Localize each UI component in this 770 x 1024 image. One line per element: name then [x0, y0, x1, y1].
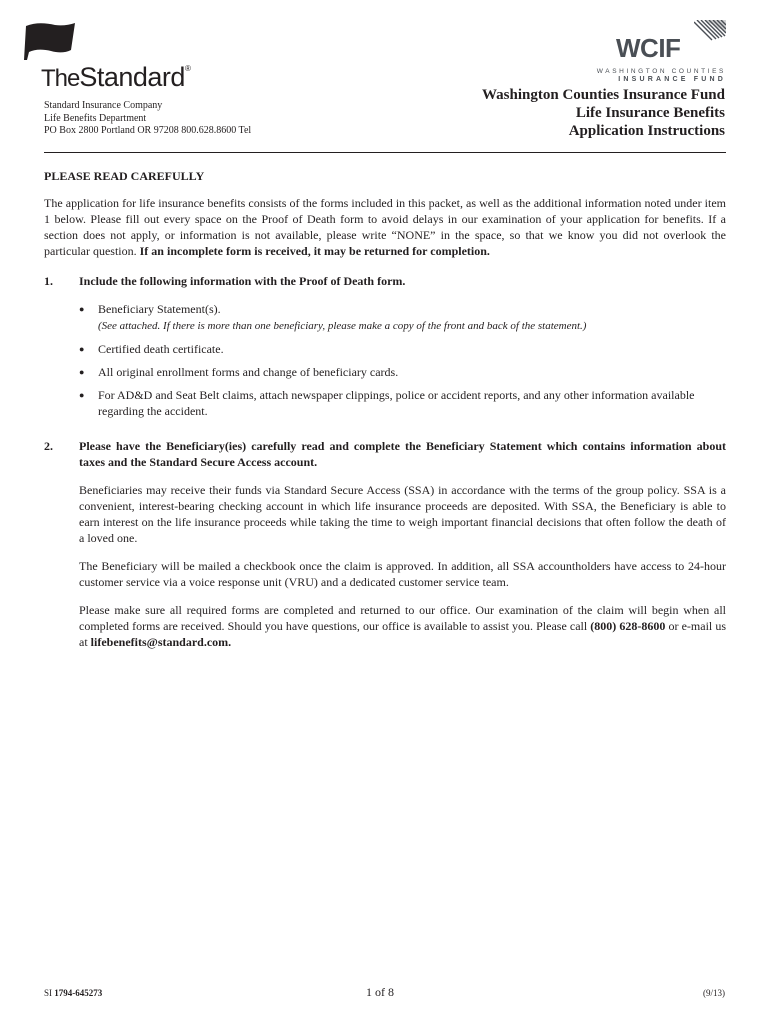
department-name: Life Benefits Department	[44, 112, 147, 124]
section-heading: PLEASE READ CAREFULLY	[44, 169, 205, 183]
form-id-prefix: SI	[44, 988, 53, 998]
bullet-icon: ●	[79, 304, 85, 314]
bullet-text: All original enrollment forms and change of beneficiary cards.	[98, 365, 399, 379]
intro-text: The application for life insurance benefits consists of the forms included in this packet, as well as the additional information noted under item 1 below. Please fill out every space on the Proof of Death form to avoid delays in our examination of your application for benefits. If a section does not apply, or information is not available, please write “NONE” in the space, so that we know you did not overlook the particular question.	[44, 196, 726, 258]
standard-flag-logo-icon	[24, 20, 76, 60]
item-title: Include the following information with the Proof of Death form.	[79, 274, 406, 288]
bullet-text: Beneficiary Statement(s).	[98, 302, 221, 316]
wcif-line-washington-counties: WASHINGTON COUNTIES	[596, 68, 726, 75]
intro-paragraph	[44, 195, 726, 259]
item-title: Please have the Beneficiary(ies) carefully read and complete the Beneficiary Statement which contains information about taxes and the Standard Secure Access account.	[79, 439, 726, 469]
instructions-body	[44, 168, 726, 662]
bullet-text: Certified death certificate.	[98, 342, 224, 356]
item-number: 2.	[44, 439, 53, 453]
revision-date: (9/13)	[703, 988, 725, 998]
document-title	[482, 86, 725, 140]
company-name: Standard Insurance Company	[44, 100, 163, 111]
instruction-item-2	[44, 438, 726, 650]
form-id-number: 1794-645273	[54, 988, 103, 998]
phone-number: (800) 628-8600	[590, 619, 666, 633]
title-line-benefits: Life Insurance Benefits	[575, 105, 725, 121]
address-line: PO Box 2800 Portland OR 97208 800.628.8600 Tel	[44, 125, 252, 136]
list-item	[79, 364, 726, 380]
form-id	[44, 988, 102, 998]
checkbook-paragraph: The Beneficiary will be mailed a checkbook once the claim is approved. In addition, all SSA accountholders have access to 24-hour customer service via a voice response unit (VRU) and a dedicated customer service team.	[79, 559, 726, 589]
logo-text-the: The	[41, 65, 80, 92]
required-documents-list	[79, 301, 726, 419]
header-divider	[44, 152, 726, 153]
wcif-line-insurance-fund: INSURANCE FUND	[618, 76, 726, 83]
list-item	[79, 387, 726, 419]
the-standard-logo	[41, 62, 191, 96]
title-line-instructions: Application Instructions	[568, 123, 725, 139]
wcif-logo	[590, 20, 726, 84]
list-item	[79, 301, 726, 334]
company-address	[44, 100, 251, 138]
registered-mark: ®	[184, 64, 191, 73]
ssa-paragraph: Beneficiaries may receive their funds via Standard Secure Access (SSA) in accordance with the terms of the group policy. SSA is a convenient, interest-bearing checking account in which life insurance proceeds are deposited. With SSA, the Beneficiary is able to earn interest on the life insurance proceeds while taking the time to weigh important financial decisions that often follow the death of a loved one.	[79, 483, 726, 545]
wcif-stripes-icon	[694, 20, 726, 60]
page-number: 1 of 8	[366, 985, 394, 999]
wcif-logo-text: WCIF	[616, 33, 681, 63]
title-line-fund: Washington Counties Insurance Fund	[482, 87, 725, 103]
instruction-item-1	[44, 273, 726, 426]
bullet-icon: ●	[79, 390, 85, 400]
email-link[interactable]: lifebenefits@standard.com.	[90, 635, 232, 649]
bullet-text: For AD&D and Seat Belt claims, attach newspaper clippings, police or accident reports, and any other information available regarding the accident.	[98, 388, 695, 418]
bullet-icon: ●	[79, 344, 85, 354]
bullet-note: (See attached. If there is more than one beneficiary, please make a copy of the front and back of the statement.)	[98, 320, 587, 332]
intro-warning: If an incomplete form is received, it may be returned for completion.	[139, 244, 490, 258]
item-number: 1.	[44, 274, 53, 288]
contact-text: Please make sure all required forms are completed and returned to our office. Our examination of the claim will begin when all completed forms are received. Should you have questions, our office is available to assist you. Please call	[79, 603, 726, 633]
contact-text-email-lead: or e-mail us at	[79, 619, 727, 649]
logo-text-standard: Standard	[79, 62, 185, 92]
contact-paragraph	[79, 602, 726, 650]
bullet-icon: ●	[79, 367, 85, 377]
list-item	[79, 341, 726, 357]
